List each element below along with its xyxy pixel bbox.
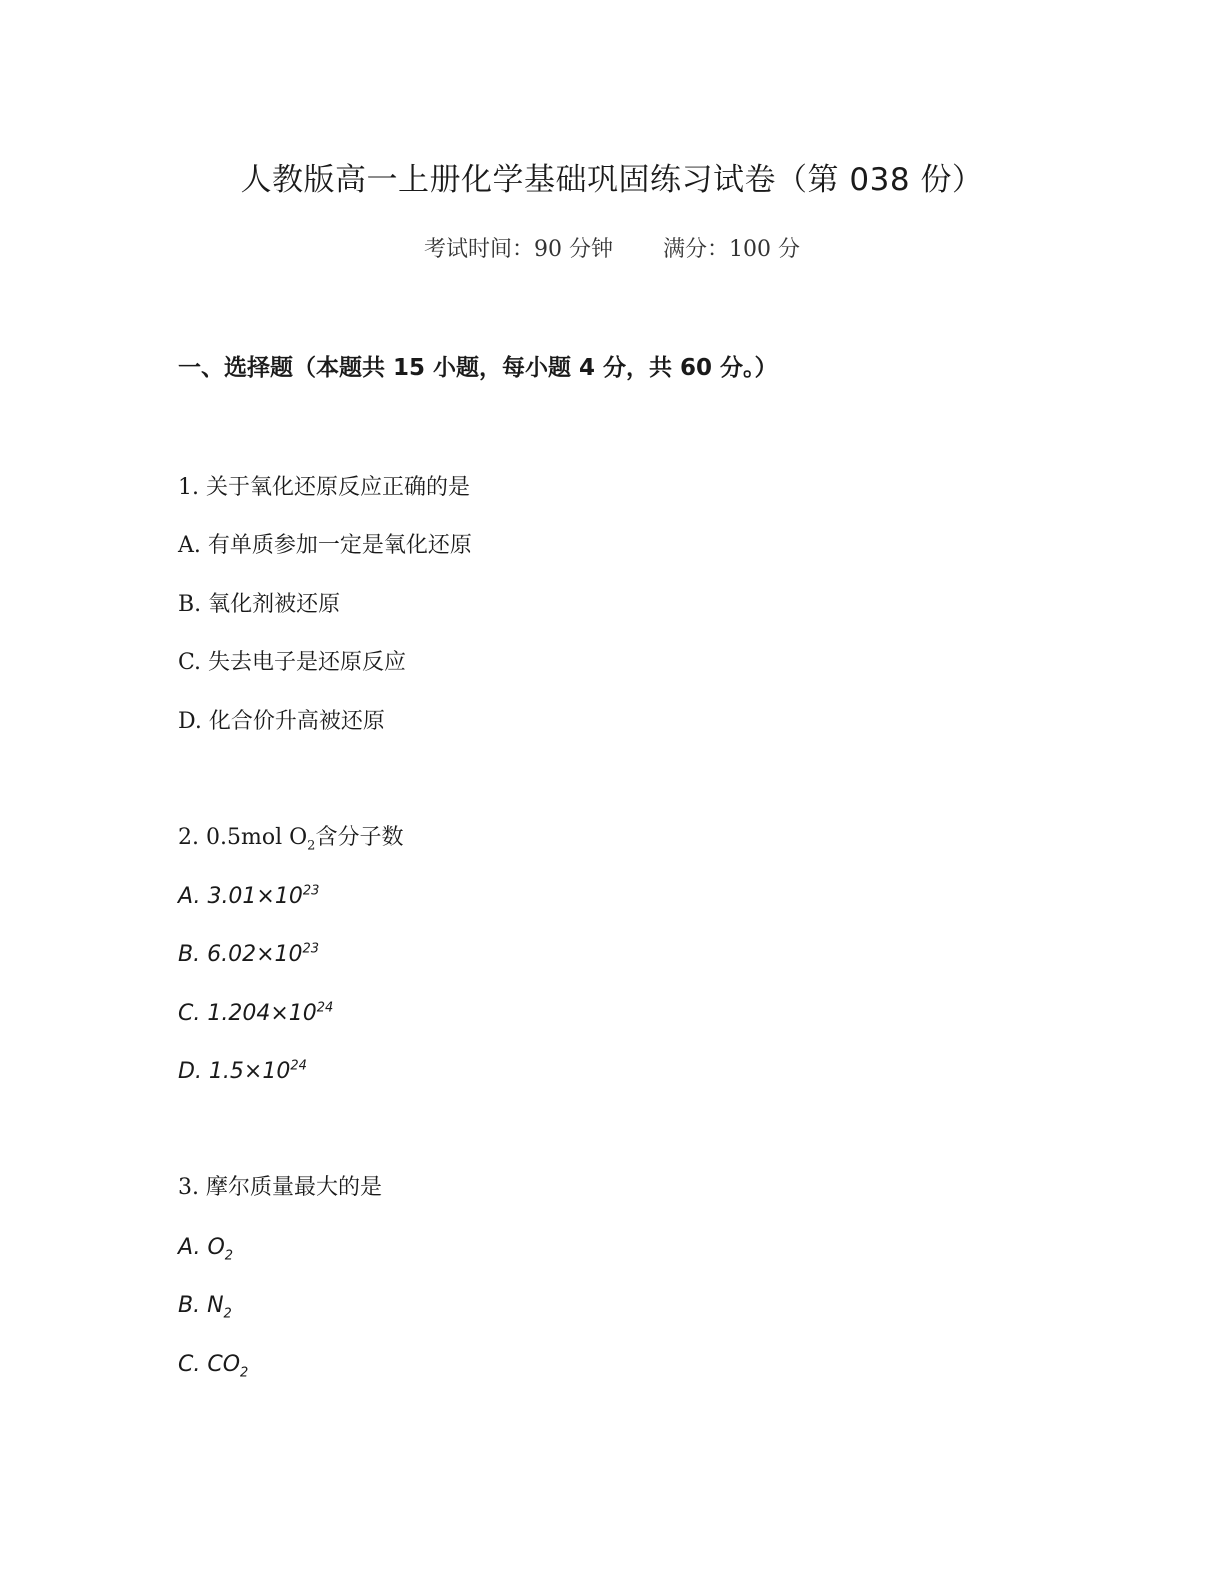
option-text: C. 1.204×10 — [178, 1001, 317, 1026]
exam-title: 人教版高一上册化学基础巩固练习试卷（第 038 份） — [240, 162, 984, 198]
question-2-stem-suffix: 含分子数 — [315, 825, 404, 850]
option-subscript: 2 — [224, 1248, 234, 1264]
option-text: A. 3.01×10 — [178, 884, 303, 909]
question-3-option-b — [178, 1289, 232, 1323]
question-2-option-b — [178, 938, 319, 972]
question-1-stem: 1. 关于氧化还原反应正确的是 — [178, 475, 470, 500]
question-1-option-c: C. 失去电子是还原反应 — [178, 650, 407, 675]
option-exponent: 23 — [302, 941, 320, 957]
option-text: A. O — [178, 1235, 225, 1260]
question-2-stem — [178, 821, 403, 855]
section-heading: 一、选择题（本题共 15 小题，每小题 4 分，共 60 分。） — [178, 355, 778, 381]
question-2-option-a — [178, 880, 319, 914]
option-text: D. 1.5×10 — [178, 1059, 291, 1084]
option-subscript: 2 — [240, 1365, 249, 1381]
option-exponent: 24 — [290, 1058, 307, 1074]
question-1-option-d: D. 化合价升高被还原 — [178, 709, 385, 734]
option-exponent: 24 — [316, 1000, 334, 1016]
exam-full-score: 满分：100 分 — [663, 237, 800, 262]
exam-time: 考试时间：90 分钟 — [424, 237, 613, 262]
question-3-option-c — [178, 1348, 248, 1382]
option-subscript: 2 — [223, 1306, 232, 1322]
question-1-option-b: B. 氧化剂被还原 — [178, 592, 341, 617]
question-2-stem-subscript: 2 — [307, 838, 316, 854]
question-2-option-d — [178, 1055, 307, 1089]
option-text: C. CO — [178, 1352, 241, 1377]
option-text: B. N — [178, 1293, 224, 1318]
exam-info — [0, 234, 1224, 266]
question-2-option-c — [178, 997, 333, 1031]
question-3-option-a — [178, 1231, 233, 1265]
question-2-stem-prefix: 2. 0.5mol O — [178, 825, 308, 850]
option-text: B. 6.02×10 — [178, 942, 303, 967]
question-1-option-a: A. 有单质参加一定是氧化还原 — [178, 533, 472, 558]
question-3-stem: 3. 摩尔质量最大的是 — [178, 1175, 382, 1200]
option-exponent: 23 — [302, 883, 320, 899]
